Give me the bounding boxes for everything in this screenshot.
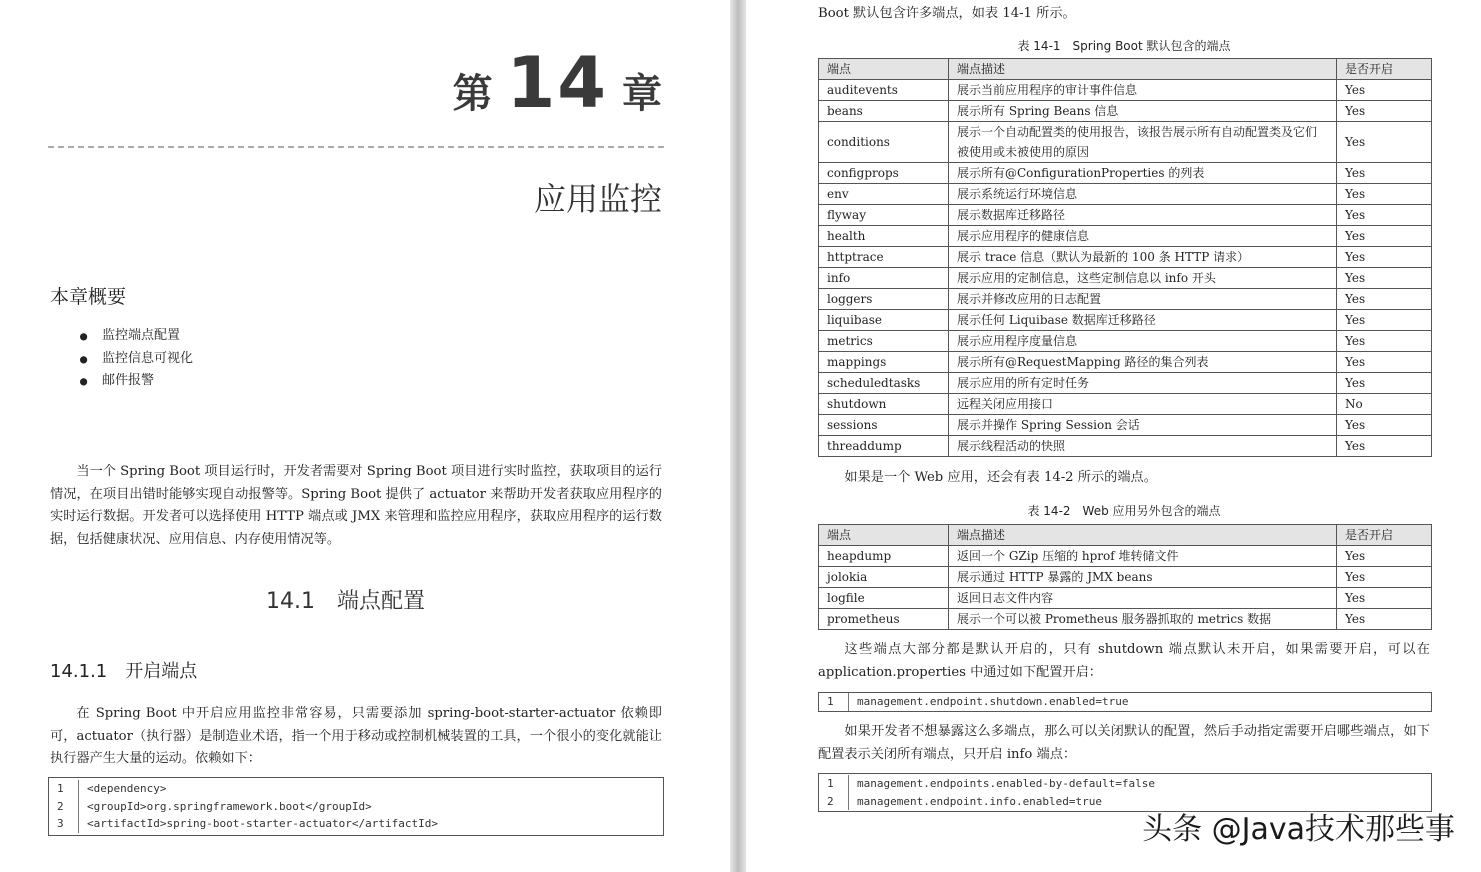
endpoint-cell: conditions [819, 122, 949, 163]
list-item [80, 370, 193, 393]
description-cell: 展示线程活动的快照 [949, 436, 1337, 457]
code-line [49, 815, 663, 833]
description-cell: 展示数据库迁移路径 [949, 205, 1337, 226]
table-row [819, 226, 1432, 247]
enabled-cell: Yes [1337, 436, 1432, 457]
overview-title: 本章概要 [50, 286, 127, 308]
code-text: management.endpoints.enabled-by-default=false [857, 777, 1156, 790]
endpoint-cell: prometheus [819, 609, 949, 630]
table1-caption: 表 14-1 Spring Boot 默认包含的端点 [1017, 39, 1231, 53]
table-row [819, 80, 1432, 101]
column-header: 是否开启 [1337, 59, 1432, 80]
endpoint-cell: jolokia [819, 567, 949, 588]
list-item-label: 监控信息可视化 [102, 350, 194, 366]
code-line [49, 798, 663, 816]
code-text: management.endpoint.shutdown.enabled=true [857, 695, 1129, 708]
description-cell: 返回一个 GZip 压缩的 hprof 堆转储文件 [949, 546, 1337, 567]
description-cell: 展示通过 HTTP 暴露的 JMX beans [949, 567, 1337, 588]
enabled-cell: Yes [1337, 588, 1432, 609]
code-text: <groupId>org.springframework.boot</groupId> [87, 799, 372, 813]
enabled-cell: Yes [1337, 247, 1432, 268]
code-line [819, 693, 1431, 711]
endpoint-cell: threaddump [819, 436, 949, 457]
default-paragraph: 这些端点大部分都是默认开启的，只有 shutdown 端点默认未开启，如果需要开启，可以在 application.properties 中通过如下配置开启： [818, 642, 1430, 680]
web-paragraph: 如果是一个 Web 应用，还会有表 14-2 所示的端点。 [844, 470, 1157, 485]
bullet-icon: ● [80, 374, 88, 388]
list-item-label: 邮件报警 [102, 373, 155, 388]
table-body [819, 546, 1432, 630]
book-spine [730, 0, 746, 872]
description-cell: 展示应用的定制信息，这些定制信息以 info 开头 [949, 268, 1337, 289]
column-header: 端点描述 [949, 525, 1337, 546]
enabled-cell: No [1337, 394, 1432, 415]
enabled-cell: Yes [1337, 546, 1432, 567]
bullet-icon: ● [80, 351, 88, 366]
subsection-title: 14.1.1 开启端点 [50, 661, 198, 682]
endpoint-cell: mappings [819, 352, 949, 373]
enabled-cell: Yes [1337, 122, 1432, 163]
description-cell: 展示一个自动配置类的使用报告，该报告展示所有自动配置类及它们被使用或未被使用的原因 [949, 122, 1337, 163]
endpoint-cell: beans [819, 101, 949, 122]
table-row [819, 205, 1432, 226]
table-row [819, 373, 1432, 394]
enabled-cell: Yes [1337, 331, 1432, 352]
endpoint-cell: auditevents [819, 80, 949, 101]
enabled-cell: Yes [1337, 268, 1432, 289]
description-cell: 展示所有@RequestMapping 路径的集合列表 [949, 352, 1337, 373]
web-endpoints-table [818, 524, 1432, 630]
enabled-cell: Yes [1337, 80, 1432, 101]
column-header: 端点 [819, 525, 949, 546]
bullet-icon: ● [80, 329, 88, 343]
table-header-row [819, 59, 1432, 80]
list-item-label: 监控端点配置 [102, 328, 181, 343]
enabled-cell: Yes [1337, 352, 1432, 373]
table-header-row [819, 525, 1432, 546]
description-cell: 展示系统运行环境信息 [949, 184, 1337, 205]
table-body [819, 80, 1432, 457]
chapter-number: 14 [506, 42, 608, 124]
line-number: 1 [819, 693, 849, 711]
actuator-paragraph: 在 Spring Boot 中开启应用监控非常容易，只需要添加 spring-boot-starter-actuator 依赖即可，actuator（执行器）是制造业术语，指一个用于移动或控制机械装置的工具，一个很小的变化就能让执行器产生大量的运动。依赖如下： [50, 706, 662, 766]
code-text: <dependency> [87, 782, 167, 795]
endpoint-cell: shutdown [819, 394, 949, 415]
chapter-suffix: 章 [622, 71, 662, 117]
table-row [819, 352, 1432, 373]
endpoint-cell: httptrace [819, 247, 949, 268]
enabled-cell: Yes [1337, 373, 1432, 394]
chapter-prefix: 第 [452, 71, 493, 117]
table-row [819, 609, 1432, 630]
endpoint-cell: sessions [819, 415, 949, 436]
table-row [819, 184, 1432, 205]
column-header: 端点 [819, 59, 949, 80]
description-cell: 展示应用程序的健康信息 [949, 226, 1337, 247]
line-number: 1 [819, 775, 849, 793]
table-row [819, 247, 1432, 268]
enabled-cell: Yes [1337, 310, 1432, 331]
description-cell: 展示所有@ConfigurationProperties 的列表 [949, 163, 1337, 184]
description-cell: 远程关闭应用接口 [949, 394, 1337, 415]
table2-caption: 表 14-2 Web 应用另外包含的端点 [1027, 504, 1221, 518]
table-row [819, 122, 1432, 163]
intro-paragraph: 当一个 Spring Boot 项目运行时，开发者需要对 Spring Boot 项目进行实时监控，获取项目的运行情况，在项目出错时能够实现自动报警等。Spring Boot 提供了 actuator 来帮助开发者获取应用程序的实时运行数据。开发者可以选择使用 HTTP 端点或 JMX 来管理和监控应用程序，获取应用程序的运行数据，包括健康状况、应用信息、内存使用情况等。 [50, 464, 662, 547]
description-cell: 展示应用程序度量信息 [949, 331, 1337, 352]
endpoint-cell: logfile [819, 588, 949, 609]
description-cell: 展示 trace 信息（默认为最新的 100 条 HTTP 请求） [949, 247, 1337, 268]
endpoint-cell: scheduledtasks [819, 373, 949, 394]
endpoints-table [818, 58, 1432, 457]
list-item [80, 348, 193, 371]
line-number: 2 [49, 798, 79, 816]
code-block-dependency [48, 777, 664, 836]
description-cell: 展示任何 Liquibase 数据库迁移路径 [949, 310, 1337, 331]
enabled-cell: Yes [1337, 415, 1432, 436]
table-row [819, 310, 1432, 331]
enabled-cell: Yes [1337, 609, 1432, 630]
column-header: 是否开启 [1337, 525, 1432, 546]
list-item [80, 325, 193, 348]
code-line [819, 775, 1431, 793]
chapter-title: 应用监控 [533, 180, 662, 218]
code-block-shutdown [818, 692, 1432, 712]
table-row [819, 394, 1432, 415]
table-row [819, 101, 1432, 122]
table-row [819, 546, 1432, 567]
table-row [819, 567, 1432, 588]
line-number: 2 [819, 793, 849, 811]
dashed-divider [48, 146, 664, 148]
endpoint-cell: flyway [819, 205, 949, 226]
code-text: management.endpoint.info.enabled=true [857, 794, 1103, 808]
line-number: 1 [49, 780, 79, 798]
section-title: 14.1 端点配置 [266, 589, 425, 614]
code-line [49, 780, 663, 798]
endpoint-cell: liquibase [819, 310, 949, 331]
enabled-cell: Yes [1337, 163, 1432, 184]
table-row [819, 289, 1432, 310]
enabled-cell: Yes [1337, 226, 1432, 247]
enabled-cell: Yes [1337, 205, 1432, 226]
endpoint-cell: configprops [819, 163, 949, 184]
code-text: <artifactId>spring-boot-starter-actuator</artifactId> [87, 817, 438, 830]
table-row [819, 436, 1432, 457]
table-row [819, 415, 1432, 436]
endpoint-cell: env [819, 184, 949, 205]
column-header: 端点描述 [949, 59, 1337, 80]
description-cell: 展示一个可以被 Prometheus 服务器抓取的 metrics 数据 [949, 609, 1337, 630]
line-number: 3 [49, 815, 79, 833]
endpoint-cell: info [819, 268, 949, 289]
description-cell: 展示当前应用程序的审计事件信息 [949, 80, 1337, 101]
description-cell: 展示并操作 Spring Session 会话 [949, 415, 1337, 436]
description-cell: 展示应用的所有定时任务 [949, 373, 1337, 394]
enabled-cell: Yes [1337, 101, 1432, 122]
overview-list [80, 325, 193, 393]
endpoint-cell: metrics [819, 331, 949, 352]
left-page [0, 0, 730, 872]
endpoint-cell: heapdump [819, 546, 949, 567]
description-cell: 展示所有 Spring Beans 信息 [949, 101, 1337, 122]
disable-paragraph: 如果开发者不想暴露这么多端点，那么可以关闭默认的配置，然后手动指定需要开启哪些端点，如下配置表示关闭所有端点，只开启 info 端点： [818, 724, 1430, 762]
chapter-heading [453, 42, 662, 124]
enabled-cell: Yes [1337, 184, 1432, 205]
right-page [746, 0, 1481, 872]
description-cell: 返回日志文件内容 [949, 588, 1337, 609]
table-row [819, 588, 1432, 609]
endpoint-cell: health [819, 226, 949, 247]
endpoint-cell: loggers [819, 289, 949, 310]
enabled-cell: Yes [1337, 567, 1432, 588]
enabled-cell: Yes [1337, 289, 1432, 310]
top-paragraph: Boot 默认包含许多端点，如表 14-1 所示。 [818, 6, 1076, 21]
table-row [819, 331, 1432, 352]
watermark: 头条 @Java技术那些事 [1142, 812, 1455, 847]
description-cell: 展示并修改应用的日志配置 [949, 289, 1337, 310]
table-row [819, 268, 1432, 289]
table-row [819, 163, 1432, 184]
